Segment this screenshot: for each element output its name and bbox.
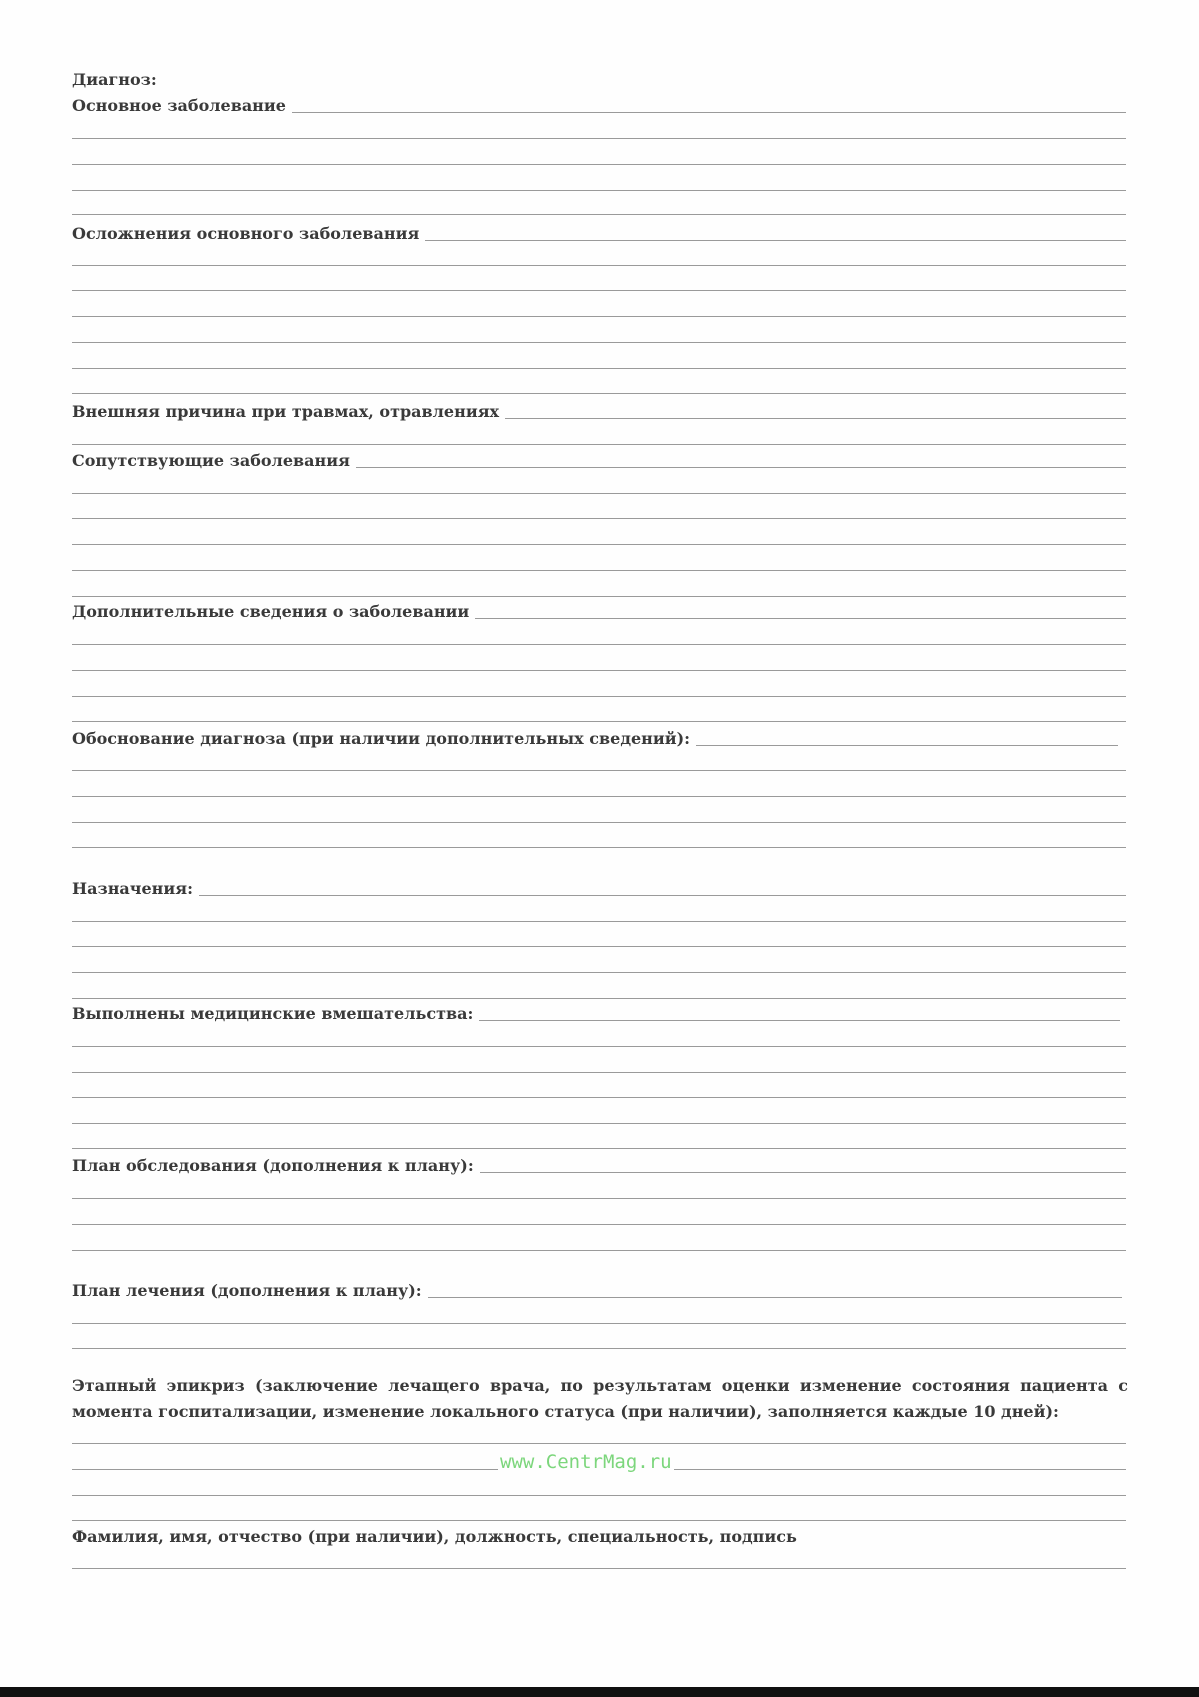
concomitant-line[interactable]	[72, 544, 1126, 545]
complications-line[interactable]	[72, 368, 1126, 369]
complications-label: Осложнения основного заболевания	[72, 224, 425, 244]
treatment-plan-line[interactable]	[72, 1323, 1126, 1324]
exam-plan-line[interactable]	[72, 1224, 1126, 1225]
main-disease-line[interactable]	[72, 190, 1126, 191]
interventions-line[interactable]	[72, 1097, 1126, 1098]
justification-line[interactable]	[72, 822, 1126, 823]
complications-line[interactable]	[72, 290, 1126, 291]
additional-info-label: Дополнительные сведения о заболевании	[72, 602, 475, 622]
main-disease-line[interactable]	[72, 138, 1126, 139]
interventions-line[interactable]	[72, 1148, 1126, 1149]
bottom-edge-bar	[0, 1687, 1199, 1697]
treatment-plan-label: План лечения (дополнения к плану):	[72, 1281, 428, 1301]
external-cause-label: Внешняя причина при травмах, отравлениях	[72, 402, 505, 422]
justification-line[interactable]	[72, 847, 1126, 848]
complications-line[interactable]	[72, 265, 1126, 266]
epicrisis-label: Этапный эпикриз (заключение лечащего врача, по результатам оценки изменение состояния пациента с момента госпитализации, изменение локального статуса (при наличии), заполняется каждые 10 дней):	[72, 1376, 1128, 1421]
external-cause-line[interactable]	[72, 444, 1126, 445]
additional-info-line[interactable]	[72, 670, 1126, 671]
signature-label: Фамилия, имя, отчество (при наличии), должность, специальность, подпись	[72, 1527, 803, 1547]
exam-plan-line[interactable]	[72, 1250, 1126, 1251]
concomitant-line[interactable]	[72, 570, 1126, 571]
diagnosis-heading: Диагноз:	[72, 70, 163, 90]
main-disease-line[interactable]	[72, 164, 1126, 165]
justification-line[interactable]	[72, 770, 1126, 771]
justification-line[interactable]	[72, 796, 1126, 797]
main-disease-line[interactable]	[72, 214, 1126, 215]
additional-info-line[interactable]	[72, 721, 1126, 722]
concomitant-line[interactable]	[72, 518, 1126, 519]
prescriptions-line[interactable]	[72, 946, 1126, 947]
justification-label: Обоснование диагноза (при наличии дополнительных сведений):	[72, 729, 696, 749]
epicrisis-line[interactable]	[72, 1443, 1126, 1444]
prescriptions-line[interactable]	[72, 972, 1126, 973]
complications-line[interactable]	[72, 393, 1126, 394]
main-disease-label: Основное заболевание	[72, 96, 292, 116]
prescriptions-line[interactable]	[72, 895, 1126, 896]
exam-plan-line[interactable]	[72, 1198, 1126, 1199]
treatment-plan-line[interactable]	[72, 1348, 1126, 1349]
complications-line[interactable]	[72, 316, 1126, 317]
additional-info-line[interactable]	[72, 644, 1126, 645]
signature-line[interactable]	[72, 1568, 1126, 1569]
additional-info-line[interactable]	[72, 696, 1126, 697]
concomitant-line[interactable]	[72, 493, 1126, 494]
concomitant-label: Сопутствующие заболевания	[72, 451, 356, 471]
complications-line[interactable]	[72, 342, 1126, 343]
interventions-line[interactable]	[72, 1123, 1126, 1124]
prescriptions-label: Назначения:	[72, 879, 199, 899]
exam-plan-label: План обследования (дополнения к плану):	[72, 1156, 480, 1176]
interventions-label: Выполнены медицинские вмешательства:	[72, 1004, 479, 1024]
interventions-line[interactable]	[72, 1046, 1126, 1047]
prescriptions-line[interactable]	[72, 921, 1126, 922]
watermark: www.CentrMag.ru	[500, 1451, 672, 1473]
epicrisis-line[interactable]	[72, 1520, 1126, 1521]
epicrisis-line[interactable]	[72, 1495, 1126, 1496]
prescriptions-line[interactable]	[72, 998, 1126, 999]
concomitant-line[interactable]	[72, 596, 1126, 597]
interventions-line[interactable]	[72, 1072, 1126, 1073]
